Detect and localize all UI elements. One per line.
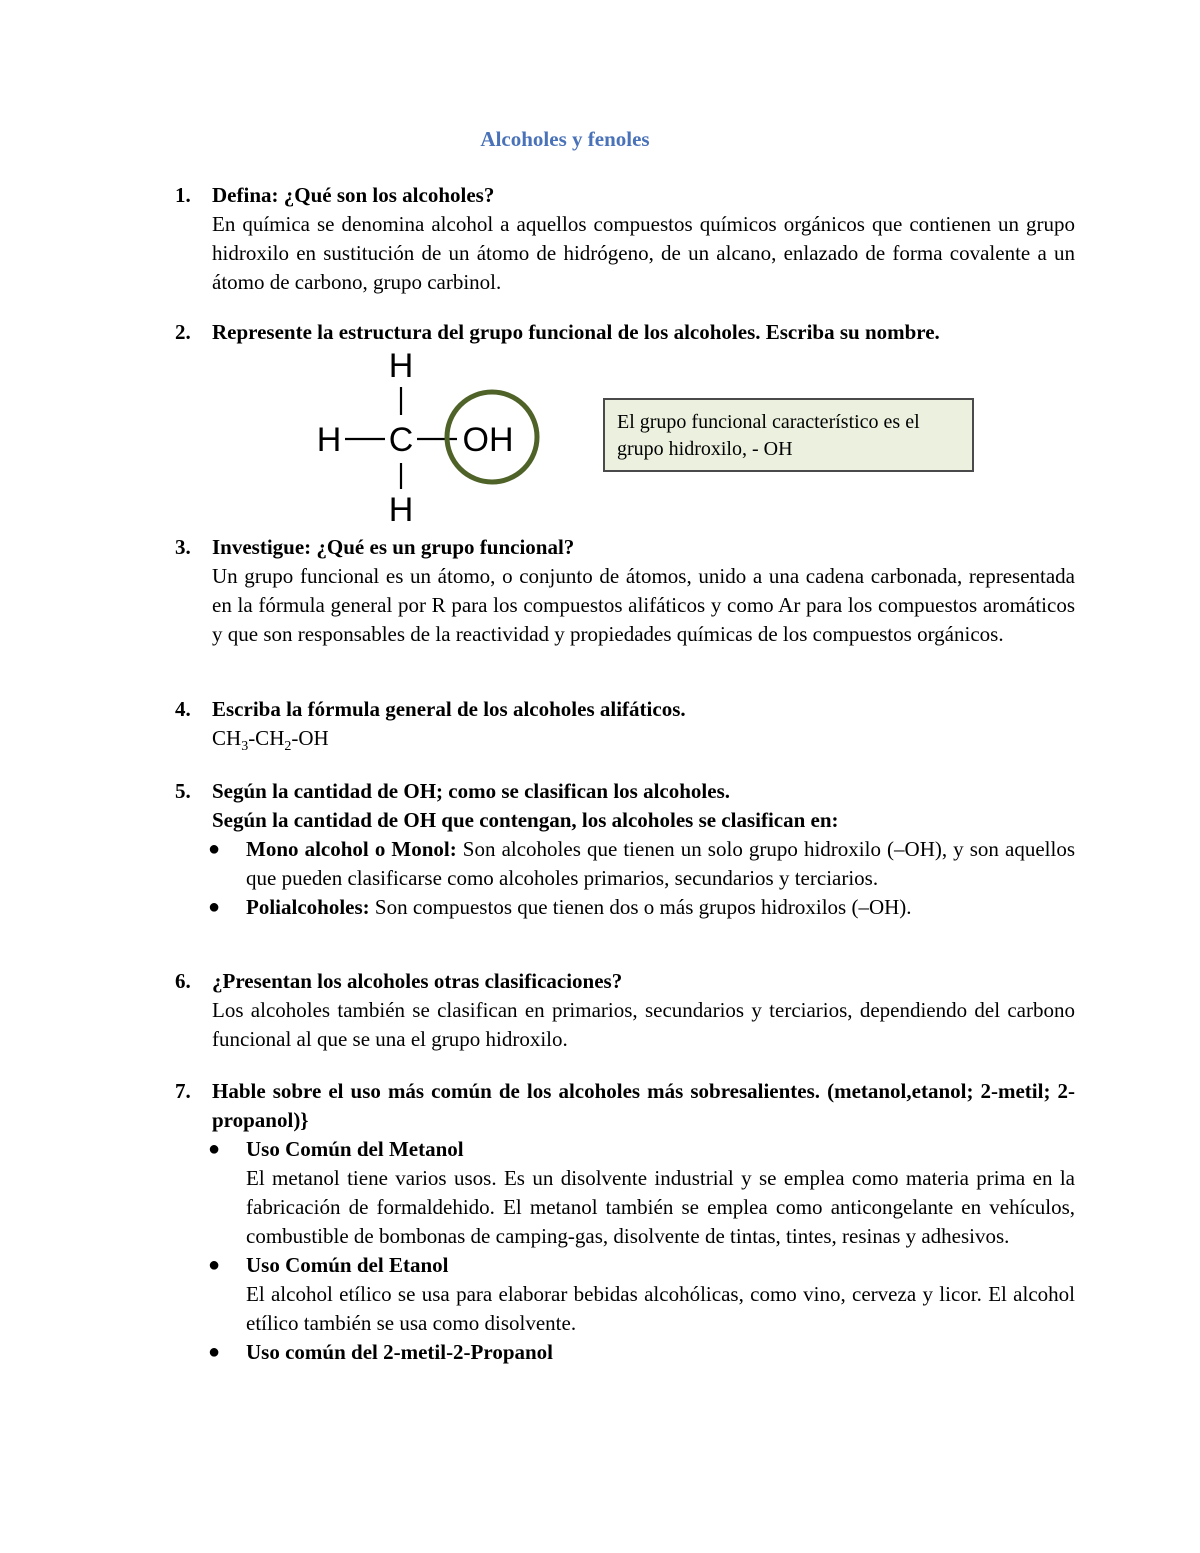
list-item-heading: Uso Común del Metanol: [246, 1137, 464, 1161]
bullet-icon: ●: [208, 1138, 221, 1160]
question-7: [175, 1077, 1075, 1367]
question-text: Escriba la fórmula general de los alcoholes alifáticos.: [212, 697, 686, 721]
list-item-heading: Uso Común del Etanol: [246, 1253, 449, 1277]
question-number: 5.: [175, 779, 191, 803]
functional-group-callout: El grupo funcional característico es el grupo hidroxilo, - OH: [603, 398, 974, 472]
list-item-text: El alcohol etílico se usa para elaborar bebidas alcohólicas, como vino, cerveza y licor. El alcohol etílico también se usa como disolvente.: [246, 1282, 1075, 1335]
hydrogen-bottom: H: [388, 491, 414, 525]
hydroxyl-label: OH: [462, 421, 514, 459]
list-item-text: El metanol tiene varios usos. Es un disolvente industrial y se emplea como materia prima en la fabricación de formaldehido. El metanol también se emplea como anticongelante en vehículos, combustible de bombonas de camping-gas, disolvente de tintas, tintes, resinas y adhesivos.: [246, 1166, 1075, 1248]
question-1: [175, 181, 1075, 297]
question-number: 3.: [175, 535, 191, 559]
carbon: C: [388, 421, 414, 459]
answer-subheading: Según la cantidad de OH que contengan, los alcoholes se clasifican en:: [212, 808, 839, 832]
question-number: 7.: [175, 1079, 191, 1103]
hydrogen-top: H: [388, 347, 414, 385]
question-number: 6.: [175, 969, 191, 993]
list-item: [208, 1135, 1075, 1251]
bullet-icon: ●: [208, 1341, 221, 1363]
question-text: Defina: ¿Qué son los alcoholes?: [212, 183, 495, 207]
list-item: ● Polialcoholes: Son compuestos que tienen dos o más grupos hidroxilos (–OH).: [246, 893, 1075, 922]
general-formula: $CH_3-CH_2-OH$: [212, 726, 329, 755]
answer-text: Un grupo funcional es un átomo, o conjunto de átomos, unido a una cadena carbonada, representada en la fórmula general por R para los compuestos alifáticos y como Ar para los compuestos aromáticos y que son responsables de la reactividad y propiedades químicas de los compuestos orgánicos.: [212, 564, 1075, 646]
list-item: ● Mono alcohol o Monol: Son alcoholes que tienen un solo grupo hidroxilo (–OH), y son aquellos que pueden clasificarse como alcoholes primarios, secundarios y terciarios.: [208, 837, 1075, 890]
question-number: 4.: [175, 697, 191, 721]
list-item-heading: Uso común del 2-metil-2-Propanol: [246, 1340, 554, 1364]
question-4: [175, 695, 1075, 761]
question-text: ¿Presentan los alcoholes otras clasificaciones?: [212, 969, 623, 993]
methanol-structure-diagram: [305, 343, 545, 525]
question-text: Hable sobre el uso más común de los alcoholes más sobresalientes. (metanol,etanol; 2-metil; 2-propanol)}: [212, 1079, 1075, 1132]
bullet-icon: ●: [208, 896, 221, 918]
answer-text: En química se denomina alcohol a aquellos compuestos químicos orgánicos que contienen un grupo hidroxilo en sustitución de un átomo de hidrógeno, de un alcano, enlazado de forma covalente a un átomo de carbono, grupo carbinol.: [212, 212, 1075, 294]
list-item: [208, 1338, 1075, 1367]
question-number: 2.: [175, 320, 191, 344]
question-text: Represente la estructura del grupo funcional de los alcoholes. Escriba su nombre.: [212, 320, 940, 344]
bullet-icon: ●: [208, 1254, 221, 1276]
question-text: Investigue: ¿Qué es un grupo funcional?: [212, 535, 575, 559]
answer-text: Los alcoholes también se clasifican en primarios, secundarios y terciarios, dependiendo del carbono funcional al que se una el grupo hidroxilo.: [212, 998, 1075, 1051]
bullet-icon: ●: [208, 838, 221, 860]
page-title: Alcoholes y fenoles: [480, 127, 650, 151]
list-item: [208, 1251, 1075, 1338]
hydrogen-left: H: [316, 421, 342, 459]
question-number: 1.: [175, 183, 191, 207]
question-5: [175, 777, 1075, 922]
question-6: [175, 967, 1075, 1054]
question-text: Según la cantidad de OH; como se clasifican los alcoholes.: [212, 779, 731, 803]
question-3: [175, 533, 1075, 649]
